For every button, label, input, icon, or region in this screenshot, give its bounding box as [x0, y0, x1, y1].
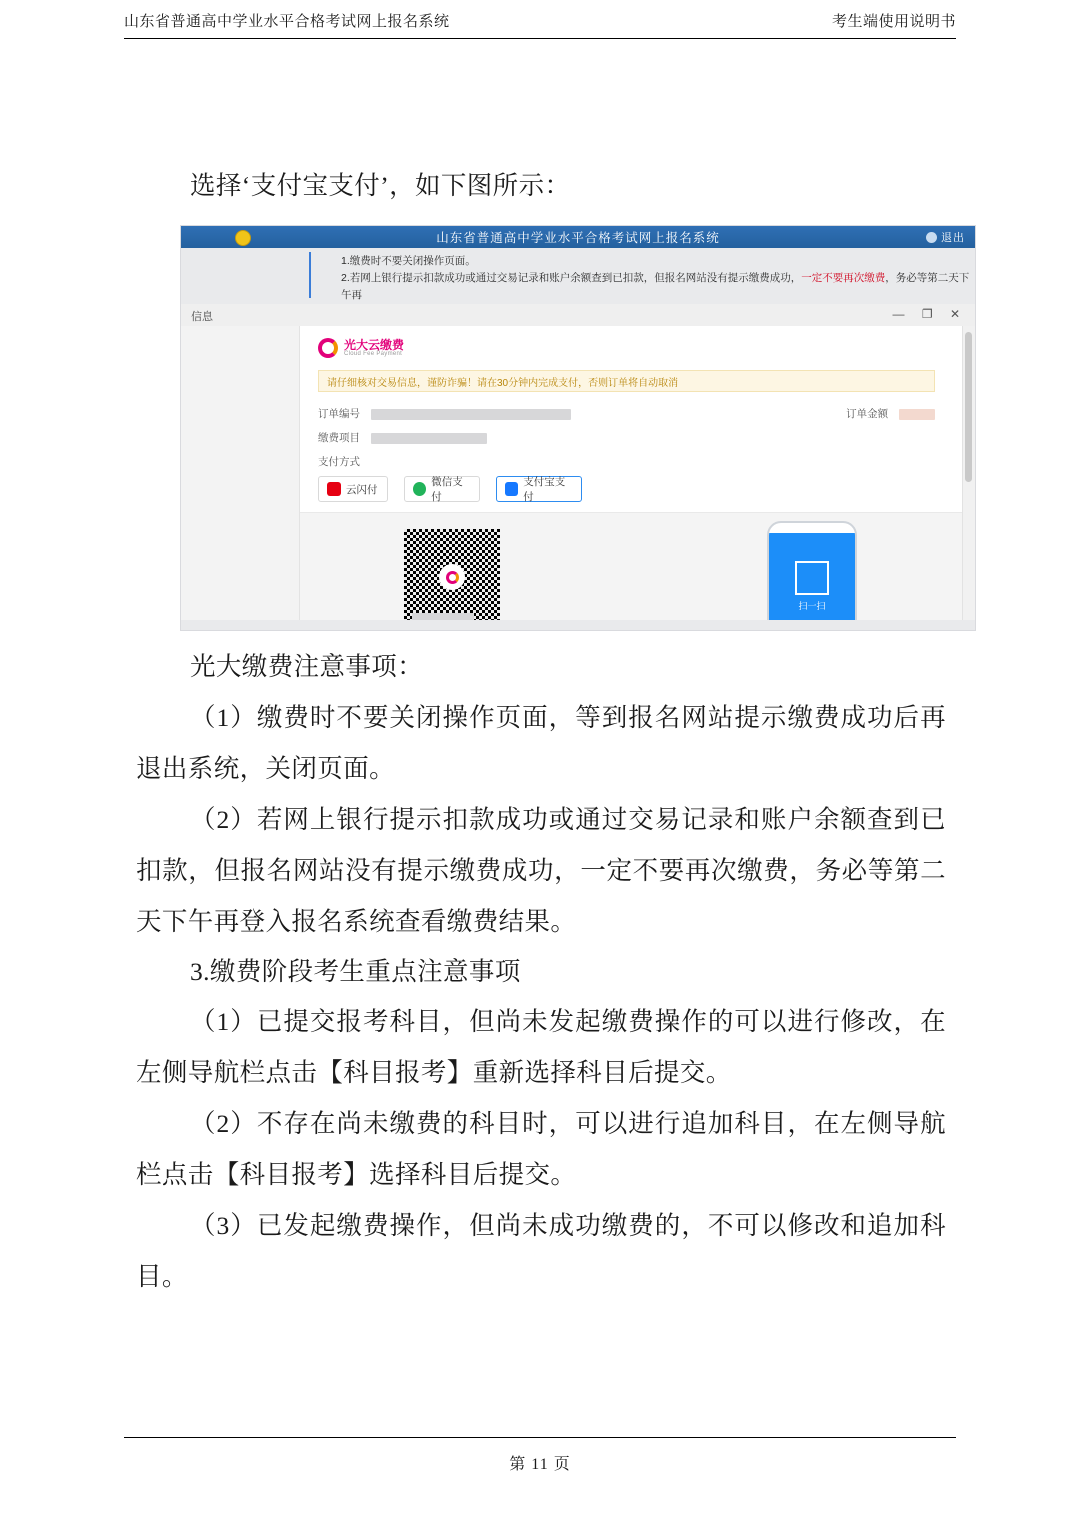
- page-number: 第 11 页: [509, 1456, 571, 1473]
- pay-option-alipay[interactable]: [496, 476, 582, 502]
- notice-line-2: [341, 270, 975, 304]
- logout-icon: [926, 232, 937, 243]
- footer-divider: [124, 1437, 956, 1438]
- window-title-bar: [181, 304, 975, 327]
- document-content: [136, 160, 970, 1302]
- window-left-gutter: [181, 326, 299, 630]
- figure-caption: 光大缴费注意事项：: [190, 652, 424, 681]
- notice-line-2-part-b: ，务必等第二天下午再: [341, 272, 970, 301]
- pay-option-unionpay-label: 云闪付: [346, 483, 378, 496]
- scan-label: 扫一扫: [798, 601, 826, 611]
- scan-illustration: [767, 521, 857, 631]
- order-no-label: 订单编号: [318, 408, 360, 420]
- phone-home-button-icon: [805, 630, 819, 631]
- paragraph-3: 3.缴费阶段考生重点注意事项: [190, 957, 521, 986]
- fee-item-value-masked: [371, 433, 487, 444]
- payment-window: [181, 304, 975, 630]
- brand-name-en: Cloud Fee Payment: [344, 351, 403, 358]
- payment-screenshot-figure: [180, 225, 976, 631]
- cloud-fee-page: [299, 326, 963, 630]
- cloud-fee-logo: [318, 338, 404, 358]
- order-amount-label: 订单金额: [846, 408, 889, 420]
- pay-option-alipay-label: 支付宝支付: [523, 476, 566, 503]
- alipay-qr-code[interactable]: [404, 529, 500, 625]
- order-no-row: [318, 406, 571, 421]
- paragraph-6: （3）已发起缴费操作，但尚未成功缴费的，不可以修改和追加科目。: [136, 1211, 946, 1291]
- payment-notice: [181, 248, 975, 304]
- unionpay-icon: [327, 482, 341, 496]
- order-amount-row: [846, 406, 935, 421]
- system-title: 山东省普通高中学业水平合格考试网上报名系统: [436, 231, 720, 245]
- lead-paragraph: 选择‘支付宝支付’，如下图所示：: [190, 171, 571, 200]
- scan-frame-icon: [795, 561, 829, 595]
- order-amount-value-masked: [899, 409, 935, 420]
- system-logo-icon: [235, 230, 251, 246]
- qr-center-logo: [439, 564, 465, 590]
- logout-button[interactable]: [926, 229, 965, 245]
- cloud-fee-ring-icon: [318, 338, 338, 358]
- notice-line-2-highlight: 一定不要再次缴费: [801, 272, 886, 284]
- page-scrollbar[interactable]: [962, 326, 975, 630]
- logout-label: 退出: [941, 232, 965, 244]
- system-title-bar: [181, 226, 975, 248]
- window-controls[interactable]: — ❐ ✕: [892, 307, 967, 321]
- header-divider: [124, 38, 956, 39]
- fee-item-row: [318, 430, 487, 445]
- pay-option-wechat-label: 微信支付: [431, 476, 463, 503]
- paragraph-5: （2）不存在尚未缴费的科目时，可以进行追加科目，在左侧导航栏点击【科目报考】选择科目后提交。: [136, 1109, 946, 1189]
- qr-payment-area: [300, 512, 963, 630]
- brand-name-cn: 光大云缴费: [344, 337, 405, 352]
- fee-item-label: 缴费项目: [318, 432, 360, 444]
- page-header: [124, 10, 956, 40]
- header-right-title: 考生端使用说明书: [831, 14, 956, 30]
- header-left-title: 山东省普通高中学业水平合格考试网上报名系统: [124, 14, 450, 30]
- page-scrollbar-thumb[interactable]: [965, 332, 972, 482]
- notice-line-2-part-a: 2.若网上银行提示扣款成功或通过交易记录和账户余额查到已扣款，但报名网站没有提示缴费成功，: [341, 272, 802, 284]
- window-title: 信息: [191, 311, 213, 323]
- qr-ring-icon: [446, 571, 459, 584]
- notice-line-1: 1.缴费时不要关闭操作页面。: [341, 255, 476, 267]
- order-no-value-masked: [371, 409, 571, 420]
- pay-option-unionpay[interactable]: [318, 476, 388, 502]
- paragraph-1: （1）缴费时不要关闭操作页面，等到报名网站提示缴费成功后再退出系统，关闭页面。: [136, 703, 946, 783]
- phone-screen: [769, 533, 855, 631]
- paragraph-4: （1）已提交报考科目，但尚未发起缴费操作的可以进行修改，在左侧导航栏点击【科目报考】重新选择科目后提交。: [136, 1007, 946, 1087]
- alipay-icon: [505, 482, 518, 496]
- figure-bottom-edge: [181, 620, 975, 630]
- fraud-warning-banner: 请仔细核对交易信息，谨防诈骗！请在30分钟内完成支付，否则订单将自动取消: [318, 370, 935, 392]
- notice-accent-bar: [309, 252, 311, 298]
- paragraph-2: （2）若网上银行提示扣款成功或通过交易记录和账户余额查到已扣款，但报名网站没有提示缴费成功，一定不要再次缴费，务必等第二天下午再登入报名系统查看缴费结果。: [136, 805, 946, 936]
- pay-option-wechat[interactable]: [404, 476, 480, 502]
- pay-method-label: 支付方式: [318, 456, 360, 468]
- wechat-icon: [413, 482, 426, 496]
